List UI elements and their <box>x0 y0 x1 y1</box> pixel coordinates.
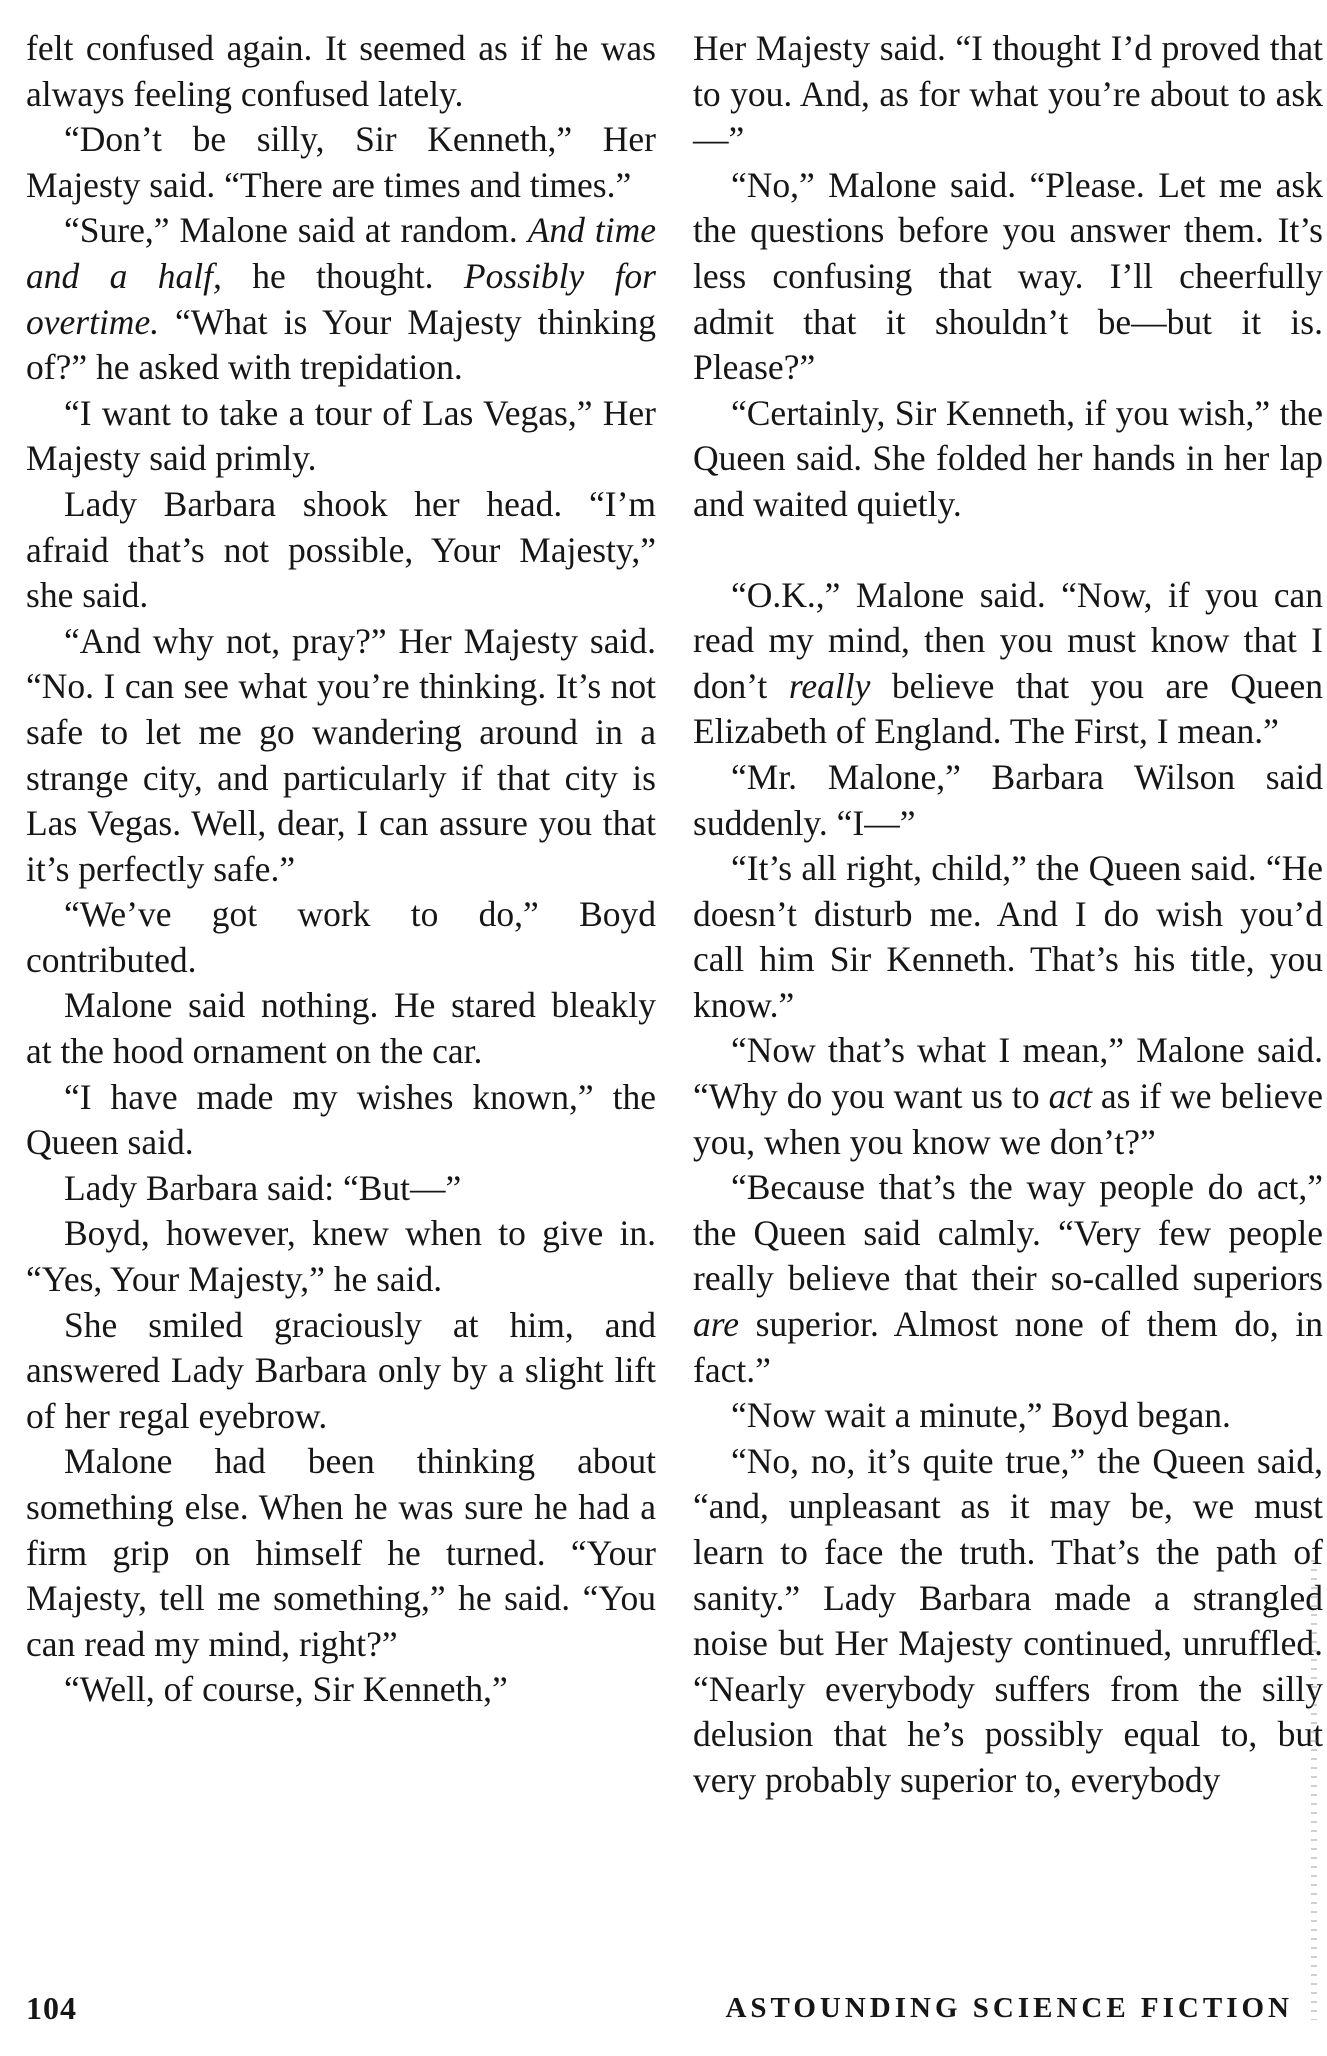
page-footer <box>26 1990 1293 2030</box>
paragraph: Lady Barbara said: “But—” <box>64 1167 462 1208</box>
running-title: ASTOUNDING SCIENCE FICTION <box>725 1992 1293 2024</box>
paragraph: “Well, of course, Sir Kenneth,” <box>64 1669 508 1710</box>
paragraph: “Mr. Malone,” Barbara Wilson said suddenly. “I—” <box>693 756 1323 843</box>
paragraph: “It’s all right, child,” the Queen said. “He doesn’t disturb me. And I do wish you’d call him Sir Kenneth. That’s his title, you know.” <box>693 848 1323 1025</box>
paragraph: Boyd, however, knew when to give in. “Yes, Your Majesty,” he said. <box>26 1213 656 1300</box>
paragraph: “O.K.,” Malone said. “Now, if you can read my mind, then you must know that I don’t really believe that you are Queen Elizabeth of England. The First, I mean.” <box>693 574 1324 752</box>
paragraph: “We’ve got work to do,” Boyd contributed. <box>26 894 656 980</box>
paragraph: “Sure,” Malone said at random. And time and a half, he thought. Possibly for overtime. “What is Your Majesty thinking of?” he asked with trepidation. <box>26 210 656 388</box>
paragraph: Her Majesty said. “I thought I’d proved that to you. And, as for what you’re about to ask—” <box>693 28 1323 160</box>
paragraph: “I have made my wishes known,” the Queen said. <box>26 1076 656 1163</box>
paragraph: Malone had been thinking about something else. When he was sure he had a firm grip on himself he turned. “Your Majesty, tell me something,” he said. “You can read my mind, right?” <box>26 1441 656 1664</box>
paragraph: She smiled graciously at him, and answered Lady Barbara only by a slight lift of her regal eyebrow. <box>26 1304 656 1436</box>
left-text-column <box>26 26 656 1713</box>
right-text-column <box>693 26 1323 1804</box>
paragraph: “And why not, pray?” Her Majesty said. “No. I can see what you’re thinking. It’s not safe to let me go wandering around in a strange city, and particularly if that city is Las Vegas. Well, dear, I can assure you that it’s perfectly safe.” <box>26 620 656 889</box>
paragraph: felt confused again. It seemed as if he was always feeling confused lately. <box>26 28 656 114</box>
paragraph: “No,” Malone said. “Please. Let me ask the questions before you answer them. It’s less confusing that way. I’ll cheerfully admit that it shouldn’t be—but it is. Please?” <box>693 164 1323 388</box>
paragraph: “Now wait a minute,” Boyd began. <box>731 1395 1231 1436</box>
scan-edge-artifact <box>1311 1560 1317 2020</box>
page-number: 104 <box>26 1990 77 2026</box>
paragraph: “No, no, it’s quite true,” the Queen said, “and, unpleasant as it may be, we must learn to face the truth. That’s the path of sanity.” Lady Barbara made a strangled noise but Her Majesty continued, unruffled. “Nearly everybody suffers from the silly delusion that he’s possibly equal to, but very probably superior to, everybody <box>693 1440 1323 1800</box>
paragraph: “Don’t be silly, Sir Kenneth,” Her Majesty said. “There are times and times.” <box>26 119 656 205</box>
paragraph: Lady Barbara shook her head. “I’m afraid that’s not possible, Your Majesty,” she said. <box>26 483 656 616</box>
paragraph: “Certainly, Sir Kenneth, if you wish,” the Queen said. She folded her hands in her lap and waited quietly. <box>693 392 1323 524</box>
paragraph: “Because that’s the way people do act,” the Queen said calmly. “Very few people really believe that their so-called superiors are superior. Almost none of them do, in fact.” <box>693 1167 1323 1390</box>
paragraph: “I want to take a tour of Las Vegas,” Her Majesty said primly. <box>26 392 656 479</box>
paragraph: Malone said nothing. He stared bleakly at the hood ornament on the car. <box>26 985 656 1072</box>
paragraph: “Now that’s what I mean,” Malone said. “Why do you want us to act as if we believe you, when you know we don’t?” <box>693 1030 1323 1162</box>
